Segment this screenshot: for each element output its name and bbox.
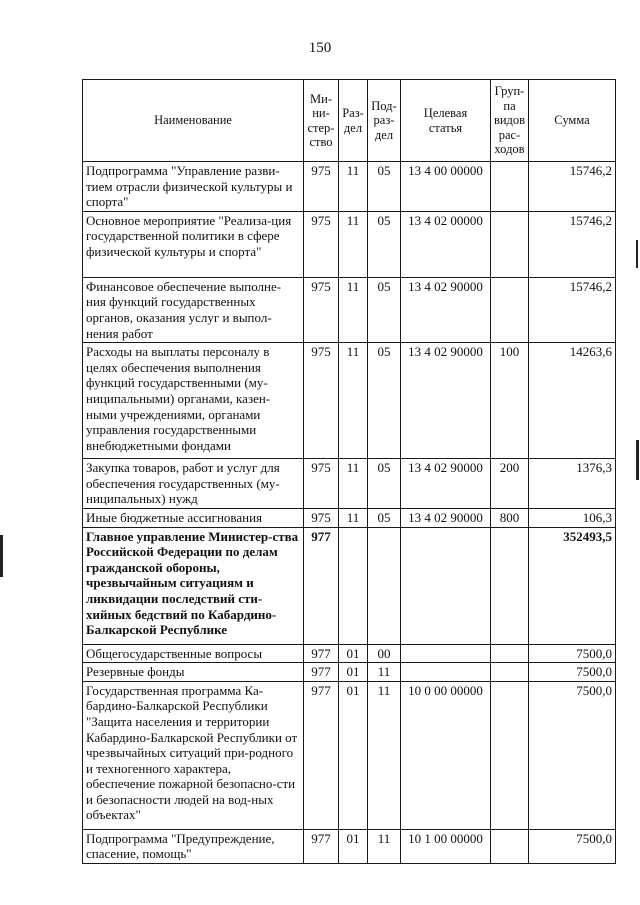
table-body: [83, 162, 616, 864]
row-section: 01: [339, 644, 368, 663]
row-ministry: 977: [304, 681, 339, 829]
row-name: Подпрограмма "Предупреждение, спасение, помощь": [83, 829, 304, 863]
row-target: 10 1 00 00000: [401, 829, 491, 863]
row-sum: 14263,6: [529, 343, 616, 459]
row-name: Государственная программа Ка-бардино-Балкарской Республики "Защита населения и территории Кабардино-Балкарской Республики от чрезвычайных ситуаций при-родного и техногенного характера, обеспечение пожарной безопасно-сти и безопасности людей на вод-ных объектах": [83, 681, 304, 829]
row-sum: 15746,2: [529, 211, 616, 277]
row-subsection: 05: [368, 277, 401, 342]
table-row: [83, 508, 616, 527]
row-expense-group: [491, 162, 529, 212]
row-ministry: 977: [304, 829, 339, 863]
row-ministry: 975: [304, 508, 339, 527]
table-row: [83, 162, 616, 212]
budget-table: [82, 79, 616, 864]
row-sum: 7500,0: [529, 681, 616, 829]
row-section: 11: [339, 343, 368, 459]
row-expense-group: 200: [491, 459, 529, 509]
row-target: [401, 644, 491, 663]
row-section: 11: [339, 277, 368, 342]
row-sum: 352493,5: [529, 527, 616, 644]
row-target: 13 4 02 90000: [401, 343, 491, 459]
row-section: 01: [339, 829, 368, 863]
row-section: 11: [339, 211, 368, 277]
row-name: Закупка товаров, работ и услуг для обеспечения государственных (му-ниципальных) нужд: [83, 459, 304, 509]
row-ministry: 975: [304, 459, 339, 509]
row-target: 13 4 02 90000: [401, 508, 491, 527]
row-ministry: 975: [304, 277, 339, 342]
header-expense-group: [491, 80, 529, 162]
row-sum: 7500,0: [529, 829, 616, 863]
row-target: 10 0 00 00000: [401, 681, 491, 829]
row-ministry: 975: [304, 211, 339, 277]
header-expense-group-label: Груп- па видов рас- ходов: [493, 84, 526, 157]
row-subsection: 05: [368, 211, 401, 277]
row-sum: 15746,2: [529, 162, 616, 212]
row-section: [339, 527, 368, 644]
row-target: [401, 527, 491, 644]
row-expense-group: [491, 663, 529, 682]
header-section: [339, 80, 368, 162]
row-target: 13 4 02 90000: [401, 459, 491, 509]
header-ministry: [304, 80, 339, 162]
table-row: [83, 644, 616, 663]
row-expense-group: [491, 527, 529, 644]
row-subsection: 05: [368, 343, 401, 459]
row-sum: 15746,2: [529, 277, 616, 342]
row-sum: 106,3: [529, 508, 616, 527]
table-header-row: [83, 80, 616, 162]
row-ministry: 975: [304, 343, 339, 459]
row-subsection: 11: [368, 681, 401, 829]
row-section: 11: [339, 162, 368, 212]
row-name: Подпрограмма "Управление разви-тием отрасли физической культуры и спорта": [83, 162, 304, 212]
row-subsection: 00: [368, 644, 401, 663]
row-name: Резервные фонды: [83, 663, 304, 682]
row-ministry: 977: [304, 663, 339, 682]
row-sum: 1376,3: [529, 459, 616, 509]
row-expense-group: [491, 644, 529, 663]
scan-edge-mark: [636, 240, 638, 268]
row-target: 13 4 02 90000: [401, 277, 491, 342]
row-ministry: 975: [304, 162, 339, 212]
row-subsection: 05: [368, 162, 401, 212]
row-subsection: 11: [368, 663, 401, 682]
scan-edge-mark: [636, 440, 639, 480]
page-number: 150: [308, 40, 332, 56]
row-target: [401, 663, 491, 682]
header-subsection: [368, 80, 401, 162]
row-expense-group: [491, 681, 529, 829]
header-ministry-label: Ми- ни- стер- ство: [307, 91, 335, 149]
header-sum: Сумма: [529, 80, 616, 162]
row-expense-group: [491, 277, 529, 342]
row-name: Основное мероприятие "Реализа-ция государственной политики в сфере физической культуры и спорта": [83, 211, 304, 277]
row-name: Главное управление Министер-ства Российской Федерации по делам гражданской обороны, чрезвычайным ситуациям и ликвидации последствий сти-хийных бедствий по Кабардино-Балкарской Республике: [83, 527, 304, 644]
row-name: Общегосударственные вопросы: [83, 644, 304, 663]
table-row: [83, 681, 616, 829]
header-subsection-label: Под- раз- дел: [371, 98, 397, 142]
header-section-label: Раз- дел: [342, 106, 364, 135]
row-section: 01: [339, 681, 368, 829]
table-row: [83, 527, 616, 644]
row-name: Финансовое обеспечение выполне-ния функций государственных органов, оказания услуг и выпол-нения работ: [83, 277, 304, 342]
row-name: Иные бюджетные ассигнования: [83, 508, 304, 527]
row-target: 13 4 00 00000: [401, 162, 491, 212]
header-target-label: Целевая статья: [423, 106, 468, 135]
table-row: [83, 459, 616, 509]
row-expense-group: 100: [491, 343, 529, 459]
table-row: [83, 829, 616, 863]
row-expense-group: [491, 829, 529, 863]
table-row: [83, 211, 616, 277]
row-ministry: 977: [304, 644, 339, 663]
row-section: 11: [339, 459, 368, 509]
row-subsection: 11: [368, 829, 401, 863]
table-row: [83, 343, 616, 459]
header-target: [401, 80, 491, 162]
row-expense-group: 800: [491, 508, 529, 527]
row-expense-group: [491, 211, 529, 277]
row-section: 01: [339, 663, 368, 682]
row-name: Расходы на выплаты персоналу в целях обеспечения выполнения функций государственными (му-ниципальными) органами, казен-ными учреждениями, органами управления государственными внебюджетными фондами: [83, 343, 304, 459]
row-subsection: [368, 527, 401, 644]
row-sum: 7500,0: [529, 663, 616, 682]
row-target: 13 4 02 00000: [401, 211, 491, 277]
table-row: [83, 277, 616, 342]
table-row: [83, 663, 616, 682]
scan-edge-mark: [0, 535, 3, 577]
row-subsection: 05: [368, 459, 401, 509]
row-ministry: 977: [304, 527, 339, 644]
row-subsection: 05: [368, 508, 401, 527]
row-sum: 7500,0: [529, 644, 616, 663]
header-name: Наименование: [83, 80, 304, 162]
row-section: 11: [339, 508, 368, 527]
